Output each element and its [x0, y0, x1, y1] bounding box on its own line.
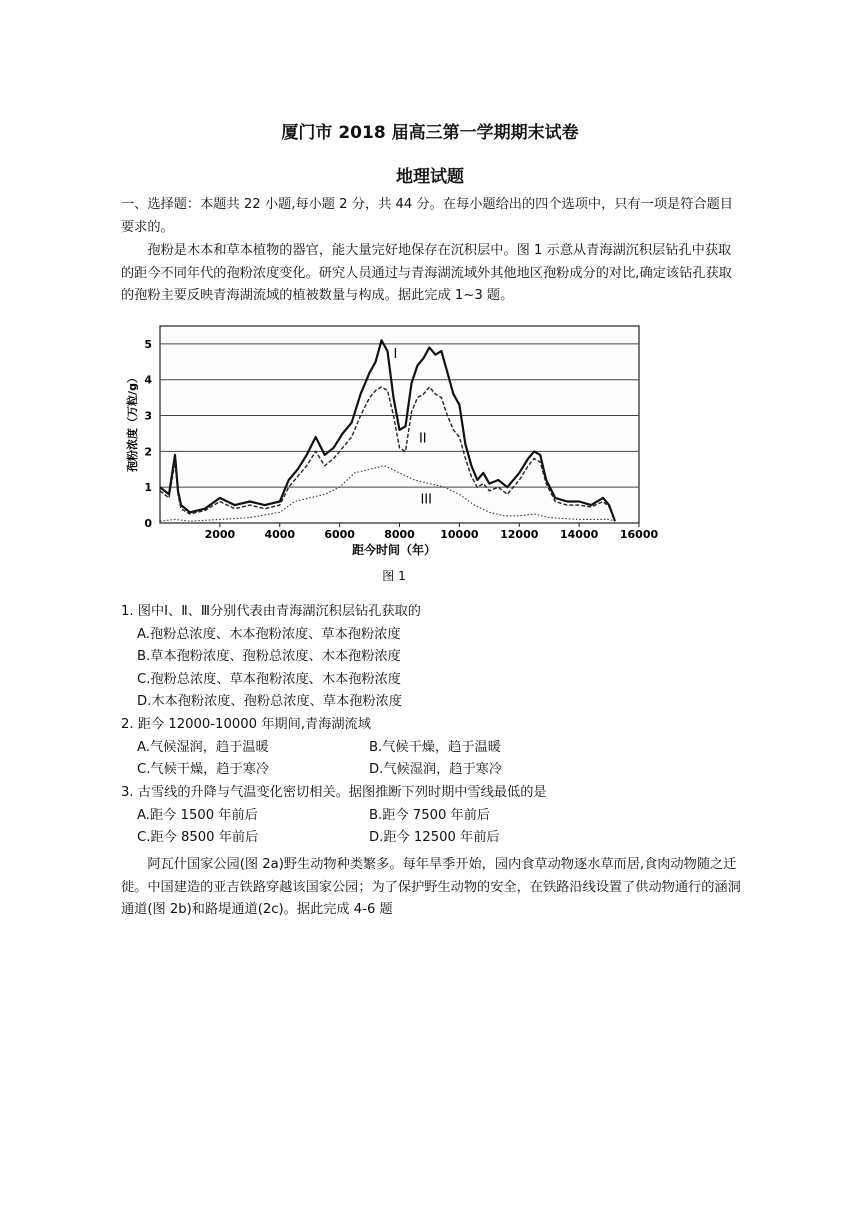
question-3 — [121, 782, 741, 850]
y-tick-label: 1 — [144, 481, 152, 495]
x-tick-label: 8000 — [384, 528, 415, 541]
option-c: C.气候干燥，趋于寒冷 — [137, 762, 270, 777]
series-label: III — [420, 492, 432, 508]
y-tick-label: 5 — [144, 337, 152, 351]
y-tick-label: 0 — [144, 517, 152, 530]
x-tick-label: 14000 — [559, 528, 599, 541]
question-stem: 2. 距今 12000-10000 年期间,青海湖流域 — [121, 717, 371, 732]
option-d: D.距今 12500 年前后 — [369, 830, 500, 845]
series-label: II — [418, 431, 427, 447]
option-d: D.木本孢粉浓度、孢粉总浓度、草本孢粉浓度 — [137, 694, 402, 709]
question-1 — [121, 601, 741, 714]
x-tick-label: 4000 — [264, 528, 296, 541]
option-a: A.气候湿润，趋于温暖 — [137, 739, 269, 755]
option-b: B.气候干燥，趋于温暖 — [369, 739, 501, 755]
y-tick-label: 4 — [144, 373, 152, 387]
option-c: C.孢粉总浓度、草本孢粉浓度、木本孢粉浓度 — [137, 671, 401, 687]
x-tick-label: 6000 — [324, 528, 355, 541]
pollen-passage: 孢粉是木本和草本植物的器官，能大量完好地保存在沉积层中。图 1 示意从青海湖沉积层钻孔中获取的距今不同年代的孢粉浓度变化。研究人员通过与青海湖流域外其他地区孢粉成分的对比,确定该钻孔获取的孢粉主要反映青海湖流域的植被数量与构成。据此完成 1~3 题。 — [121, 243, 732, 303]
figure-caption: 图 1 — [382, 569, 406, 583]
option-b: B.距今 7500 年前后 — [369, 807, 491, 823]
option-c: C.距今 8500 年前后 — [137, 830, 259, 845]
question-2 — [121, 714, 741, 782]
exam-subtitle: 地理试题 — [396, 167, 464, 187]
x-tick-label: 16000 — [619, 528, 659, 541]
series-label: I — [393, 347, 398, 363]
option-d: D.气候湿润，趋于寒冷 — [369, 762, 503, 777]
y-tick-label: 2 — [144, 445, 152, 459]
x-tick-label: 12000 — [500, 528, 539, 541]
question-stem: 1. 图中Ⅰ、Ⅱ、Ⅲ分别代表由青海湖沉积层钻孔获取的 — [121, 604, 421, 619]
section-intro: 一、选择题：本题共 22 小题,每小题 2 分，共 44 分。在每小题给出的四个选项中，只有一项是符合题目要求的。 — [121, 197, 733, 235]
x-tick-label: 10000 — [440, 528, 479, 541]
y-tick-label: 3 — [144, 409, 152, 423]
x-axis-label: 距今时间（年） — [351, 543, 437, 557]
option-a: A.距今 1500 年前后 — [137, 807, 258, 823]
pollen-chart — [118, 322, 662, 590]
x-tick-label: 2000 — [204, 528, 236, 541]
exam-title: 厦门市 2018 届高三第一学期期末试卷 — [281, 123, 579, 143]
y-axis-label: 孢粉浓度（万粒/g） — [126, 372, 139, 472]
figure-1 — [118, 322, 662, 590]
option-b: B.草本孢粉浓度、孢粉总浓度、木本孢粉浓度 — [137, 649, 401, 664]
awash-passage: 阿瓦什国家公园(图 2a)野生动物种类繁多。每年旱季开始，园内食草动物逐水草而居,食肉动物随之迁徙。中国建造的亚吉铁路穿越该国家公园；为了保护野生动物的安全，在铁路沿线设置了供动物通行的涵洞通道(图 2b)和路堤通道(2c)。据此完成 4-6 题 — [121, 857, 741, 917]
option-a: A.孢粉总浓度、木本孢粉浓度、草本孢粉浓度 — [137, 626, 401, 642]
question-stem: 3. 古雪线的升降与气温变化密切相关。据图推断下列时期中雪线最低的是 — [121, 785, 547, 800]
